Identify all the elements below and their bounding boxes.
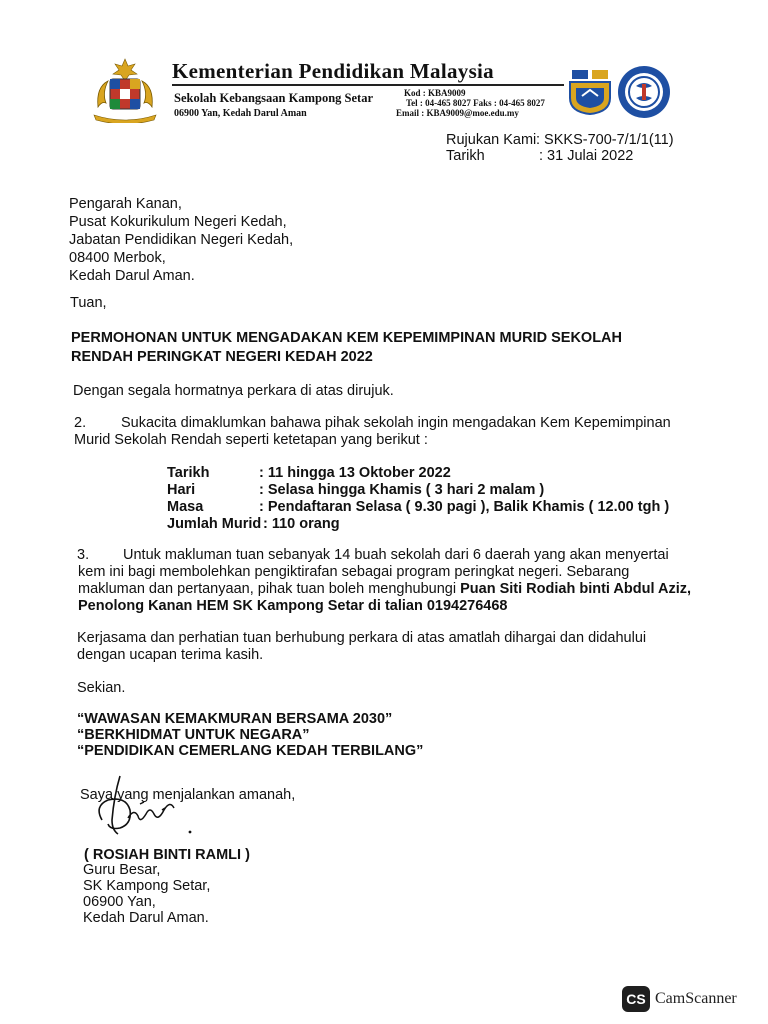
detail-value: : 11 hingga 13 Oktober 2022 <box>259 465 451 481</box>
paragraph-3-text: makluman dan pertanyaan, pihak tuan boleh menghubungi <box>78 581 461 597</box>
paragraph-3-line <box>78 580 691 598</box>
school-code: Kod : KBA9009 <box>404 88 466 98</box>
signatory-line: 06900 Yan, <box>83 894 156 910</box>
motto-line: “BERKHIDMAT UNTUK NEGARA” <box>77 727 310 743</box>
subject-line: RENDAH PERINGKAT NEGERI KEDAH 2022 <box>71 349 373 365</box>
coat-of-arms-logo <box>86 55 164 123</box>
detail-label: Hari <box>167 482 196 498</box>
detail-label: Masa <box>167 499 204 515</box>
paragraph-1: Dengan segala hormatnya perkara di atas dirujuk. <box>73 383 394 399</box>
paragraph-2-number: 2. <box>74 415 87 431</box>
signatory-line: Kedah Darul Aman. <box>83 910 209 926</box>
header-rule <box>172 84 564 86</box>
recipient-address <box>69 195 293 285</box>
school-badge-logo <box>568 66 612 116</box>
contact-person: Puan Siti Rodiah binti Abdul Aziz, <box>460 581 692 597</box>
signatory-details <box>83 862 210 926</box>
recipient-line: Pengarah Kanan, <box>69 196 182 212</box>
signature-image <box>80 770 200 850</box>
date-value: : 31 Julai 2022 <box>539 148 634 164</box>
camscanner-badge-icon: CS <box>622 986 650 1012</box>
subject-heading <box>71 329 622 367</box>
recipient-line: Kedah Darul Aman. <box>69 268 195 284</box>
detail-value: : Pendaftaran Selasa ( 9.30 pagi ), Balik Khamis ( 12.00 tgh ) <box>259 499 670 515</box>
reference-number: : SKKS-700-7/1/1(11) <box>536 132 674 148</box>
school-phone: Tel : 04-465 8027 Faks : 04-465 8027 <box>406 98 545 108</box>
paragraph-4-line: Kerjasama dan perhatian tuan berhubung perkara di atas amatlah dihargai dan didahului <box>77 630 647 646</box>
paragraph-2-line: Sukacita dimaklumkan bahawa pihak sekolah ingin mengadakan Kem Kepemimpinan <box>121 415 671 431</box>
detail-label: Jumlah Murid <box>167 516 262 532</box>
paragraph-2-line: Murid Sekolah Rendah seperti ketetapan yang berikut : <box>74 432 428 448</box>
detail-value: : 110 orang <box>263 516 340 532</box>
letterhead <box>0 0 768 130</box>
school-name: Sekolah Kebangsaan Kampong Setar <box>174 91 373 105</box>
paragraph-3-number: 3. <box>77 547 90 563</box>
signatory-name: ( ROSIAH BINTI RAMLI ) <box>84 847 250 863</box>
signoff: Saya yang menjalankan amanah, <box>80 787 296 803</box>
recipient-line: Jabatan Pendidikan Negeri Kedah, <box>69 232 294 248</box>
contact-details: Penolong Kanan HEM SK Kampong Setar di talian 0194276468 <box>78 598 508 614</box>
salutation: Tuan, <box>70 295 107 311</box>
motto-line: “PENDIDIKAN CEMERLANG KEDAH TERBILANG” <box>77 743 424 759</box>
detail-value: : Selasa hingga Khamis ( 3 hari 2 malam ) <box>259 482 545 498</box>
school-email: Email : KBA9009@moe.edu.my <box>396 108 519 118</box>
paragraph-3-line: kem ini bagi membolehkan pengiktirafan sebagai program peringkat negeri. Sebarang <box>78 564 630 580</box>
recipient-line: 08400 Merbok, <box>69 250 166 266</box>
paragraph-3-line: Untuk makluman tuan sebanyak 14 buah sekolah dari 6 daerah yang akan menyertai <box>123 547 669 563</box>
paragraph-4-line: dengan ucapan terima kasih. <box>77 647 264 663</box>
school-emblem-logo <box>616 64 672 120</box>
recipient-line: Pusat Kokurikulum Negeri Kedah, <box>69 214 287 230</box>
subject-line: PERMOHONAN UNTUK MENGADAKAN KEM KEPEMIMPINAN MURID SEKOLAH <box>71 330 622 346</box>
camscanner-text: CamScanner <box>655 990 737 1007</box>
detail-label: Tarikh <box>167 465 210 481</box>
closing: Sekian. <box>77 680 126 696</box>
mottos <box>77 711 423 759</box>
signatory-line: Guru Besar, <box>83 862 161 878</box>
date-label: Tarikh <box>446 148 485 164</box>
reference-label: Rujukan Kami <box>446 132 537 148</box>
school-address: 06900 Yan, Kedah Darul Aman <box>174 108 307 119</box>
motto-line: “WAWASAN KEMAKMURAN BERSAMA 2030” <box>77 711 393 727</box>
signatory-line: SK Kampong Setar, <box>83 878 211 894</box>
ministry-title: Kementerian Pendidikan Malaysia <box>172 59 494 83</box>
